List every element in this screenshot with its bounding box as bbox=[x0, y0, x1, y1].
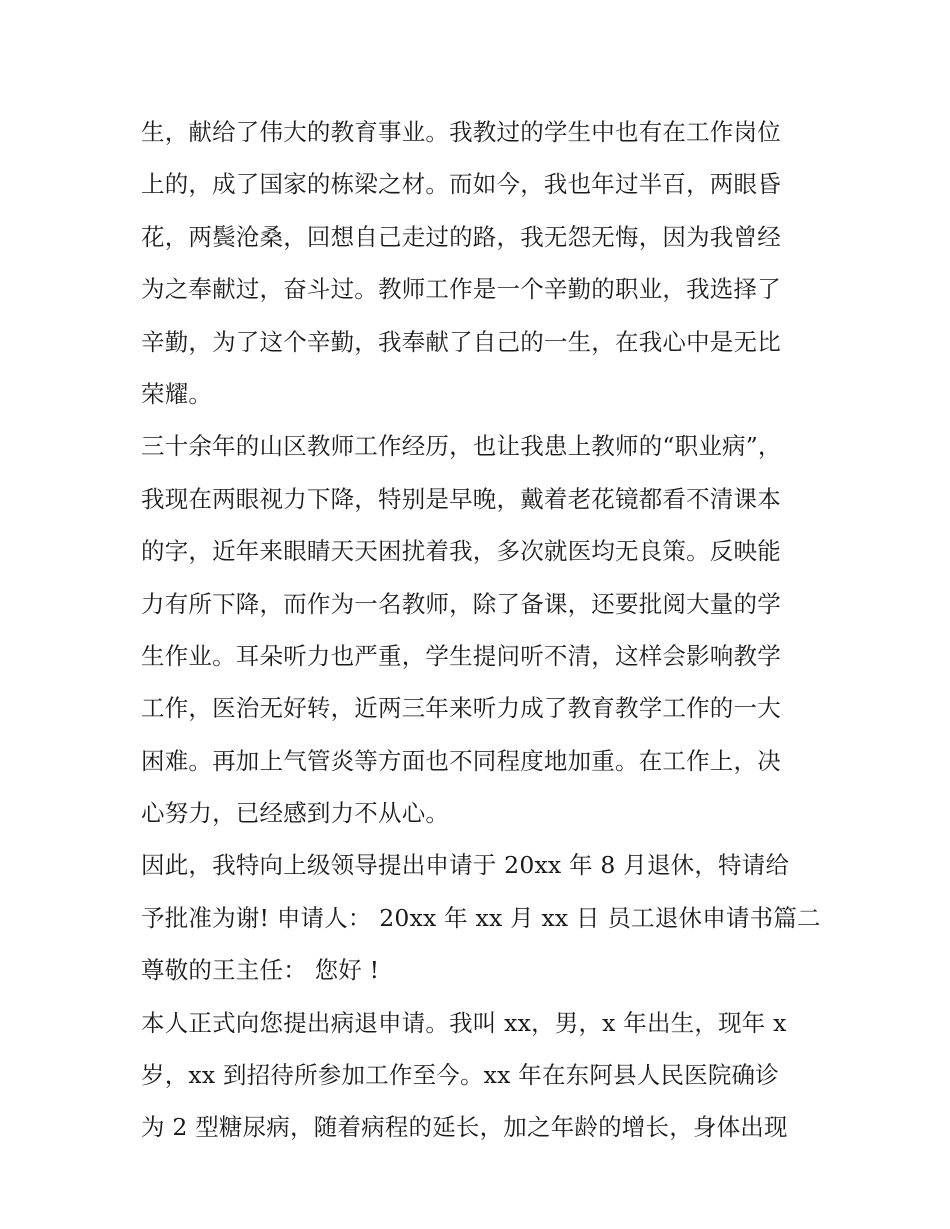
text-line: 因此，我特向上级领导提出申请于 20xx 年 8 月退休，特请给 bbox=[141, 851, 790, 880]
text-line: 力有所下降，而作为一名教师，除了备课，还要批阅大量的学 bbox=[141, 589, 781, 618]
text-line: 尊敬的王主任： 您好 ! bbox=[141, 956, 380, 985]
text-line: 辛勤，为了这个辛勤，我奉献了自己的一生，在我心中是无比 bbox=[141, 327, 781, 356]
text-line: 心努力，已经感到力不从心。 bbox=[141, 799, 450, 828]
text-line: 花，两鬓沧桑，回想自己走过的路，我无怨无悔，因为我曾经 bbox=[141, 222, 781, 251]
text-line: 本人正式向您提出病退申请。我叫 xx，男，x 年出生，现年 x bbox=[141, 1008, 787, 1037]
text-line: 岁，xx 到招待所参加工作至今。xx 年在东阿县人民医院确诊 bbox=[141, 1061, 779, 1090]
text-line: 三十余年的山区教师工作经历，也让我患上教师的“职业病”， bbox=[141, 432, 782, 461]
text-line: 荣耀。 bbox=[141, 379, 213, 408]
text-line: 困难。再加上气管炎等方面也不同程度地加重。在工作上，决 bbox=[141, 746, 781, 775]
text-line: 为之奉献过，奋斗过。教师工作是一个辛勤的职业，我选择了 bbox=[141, 275, 781, 304]
document-body bbox=[141, 106, 831, 1154]
text-line: 的字，近年来眼睛天天困扰着我，多次就医均无良策。反映能 bbox=[141, 537, 781, 566]
text-line: 我现在两眼视力下降，特别是早晚，戴着老花镜都看不清课本 bbox=[141, 484, 781, 513]
text-line: 上的，成了国家的栋梁之材。而如今，我也年过半百，两眼昏 bbox=[141, 170, 781, 199]
text-line: 生作业。耳朵听力也严重，学生提问听不清，这样会影响教学 bbox=[141, 641, 781, 670]
text-line: 为 2 型糖尿病，随着病程的延长，加之年龄的增长，身体出现 bbox=[141, 1113, 788, 1142]
text-line: 工作，医治无好转，近两三年来听力成了教育教学工作的一大 bbox=[141, 694, 781, 723]
text-line: 生，献给了伟大的教育事业。我教过的学生中也有在工作岗位 bbox=[141, 118, 781, 146]
text-line: 予批准为谢! 申请人： 20xx 年 xx 月 xx 日 员工退休申请书篇二 bbox=[141, 903, 821, 932]
